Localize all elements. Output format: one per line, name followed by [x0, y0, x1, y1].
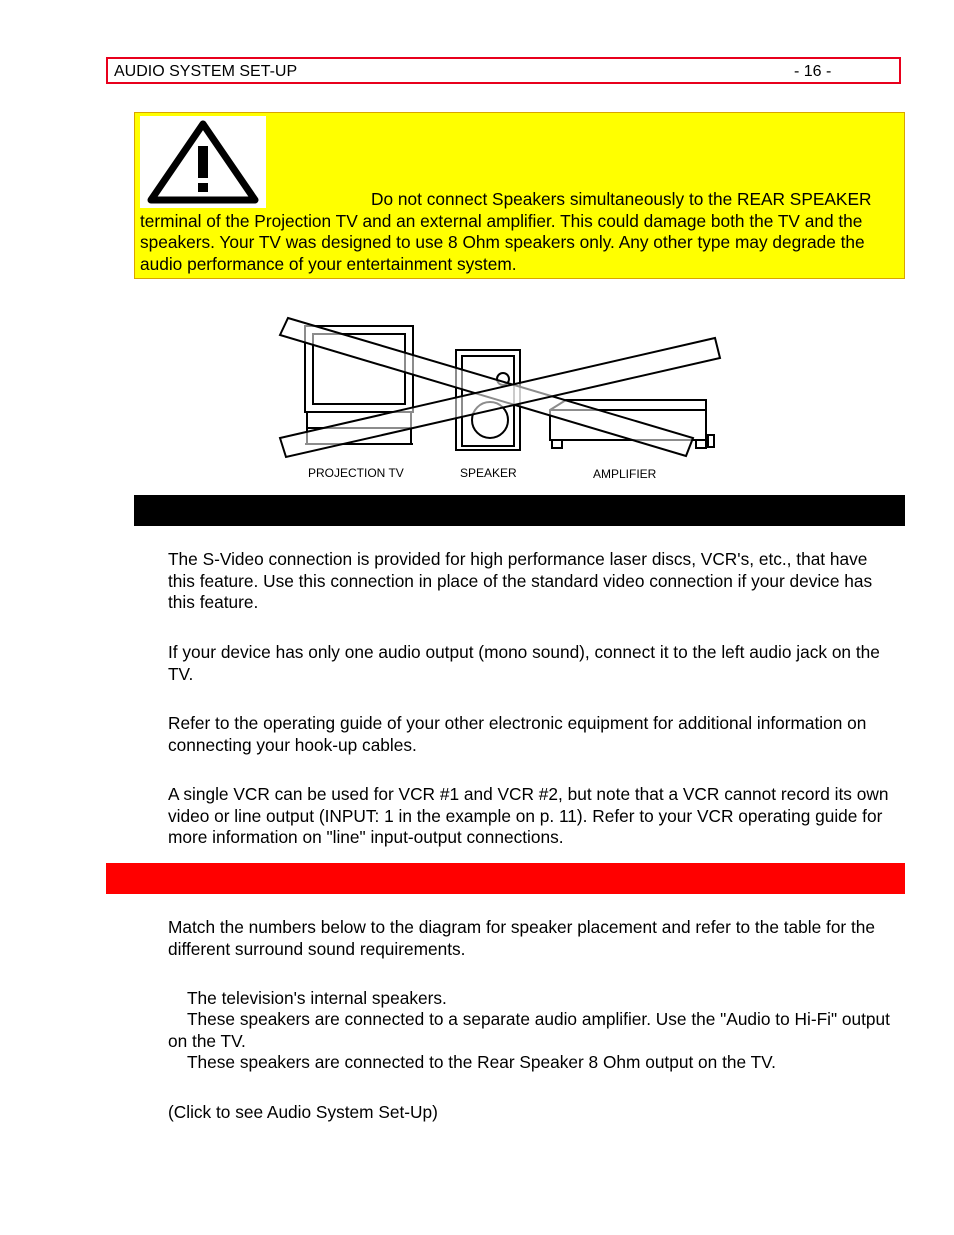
label-speaker: SPEAKER	[460, 466, 517, 480]
page-number: - 16 -	[794, 63, 832, 80]
section-bar-connections	[134, 495, 905, 526]
paragraph-match-numbers: Match the numbers below to the diagram for speaker placement and refer to the table for the different surround sound requirements.	[168, 917, 876, 959]
header-title: AUDIO SYSTEM SET-UP	[114, 63, 298, 80]
warning-box	[134, 112, 905, 279]
speaker-item-amplifier: These speakers are connected to a separate audio amplifier. Use the "Audio to Hi-Fi" output on the TV.	[168, 1009, 890, 1051]
paragraph-svideo: The S-Video connection is provided for high performance laser discs, VCR's, etc., that have this feature. Use this connection in place of the standard video connection if your device has this feature.	[168, 549, 873, 612]
paragraph-single-vcr: A single VCR can be used for VCR #1 and VCR #2, but note that a VCR cannot record its own video or line output (INPUT: 1 in the example on p. 11). Refer to your VCR operating guide for more information on "line" input-output connections.	[168, 784, 889, 847]
page-header	[106, 57, 901, 84]
speaker-item-rear: These speakers are connected to the Rear Speaker 8 Ohm output on the TV.	[187, 1052, 776, 1072]
label-amplifier: AMPLIFIER	[593, 467, 657, 481]
paragraph-operating-guide: Refer to the operating guide of your other electronic equipment for additional information on connecting your hook-up cables.	[168, 713, 867, 755]
warning-text: Do not connect Speakers simultaneously to the REAR SPEAKER terminal of the Projection TV and an external amplifier. This could damage both the TV and the speakers. Your TV was designed to use 8 Ohm speakers only. Any other type may degrade the audio performance of your entertainment system.	[140, 189, 872, 275]
label-projection-tv: PROJECTION TV	[308, 466, 404, 480]
speaker-item-internal: The television's internal speakers.	[187, 988, 447, 1008]
connection-diagram	[268, 310, 728, 490]
section-bar-speaker-placement	[106, 863, 905, 894]
audio-setup-link[interactable]: (Click to see Audio System Set-Up)	[168, 1102, 438, 1122]
paragraph-mono-audio: If your device has only one audio output (mono sound), connect it to the left audio jack on the TV.	[168, 642, 880, 684]
